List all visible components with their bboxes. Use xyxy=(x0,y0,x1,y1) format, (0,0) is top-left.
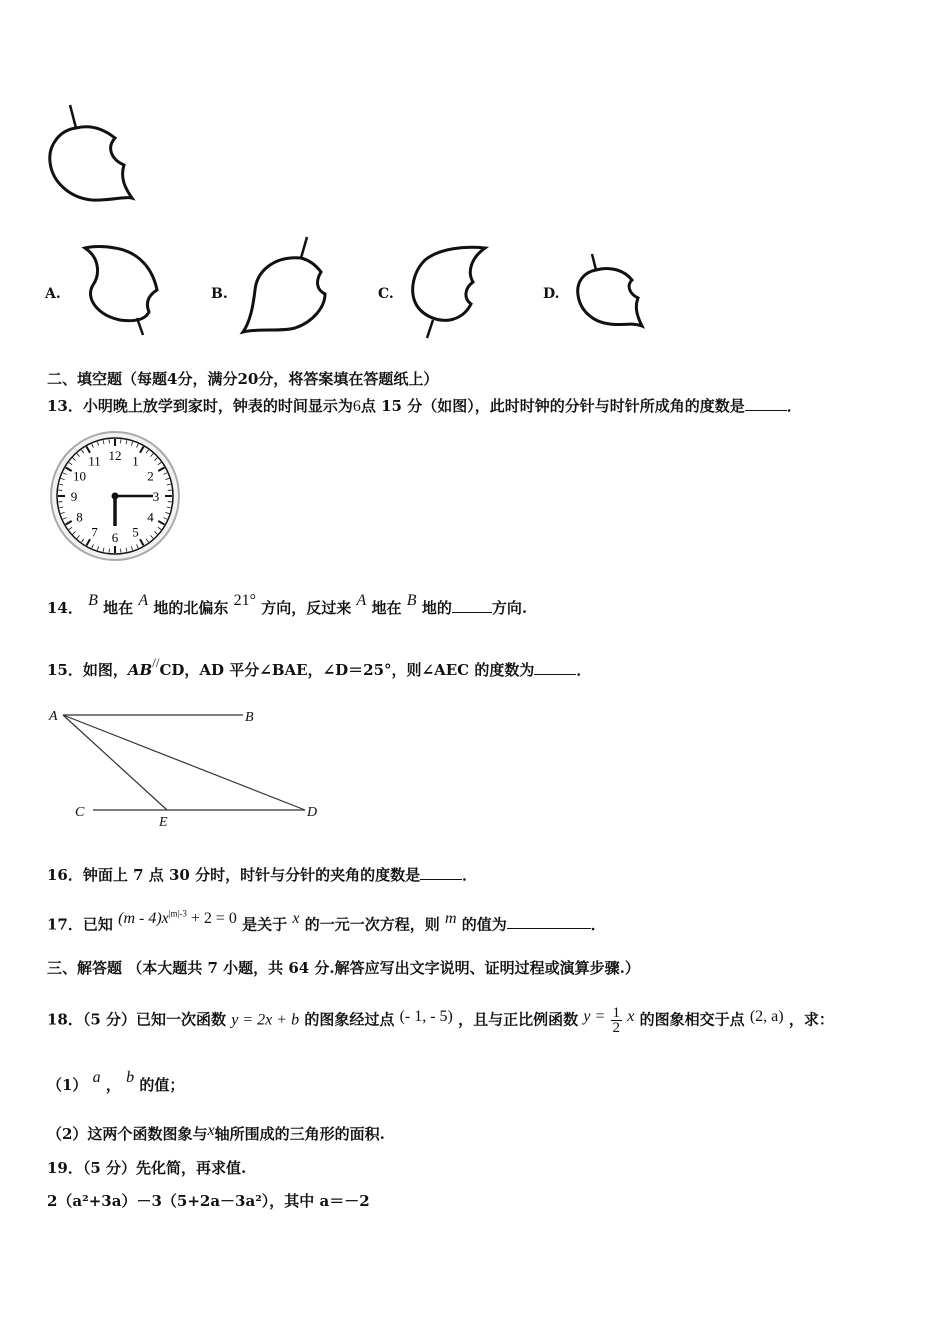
fraction-one-half: $\frac{1}{2}$ xyxy=(612,1005,620,1036)
answer-blank-13[interactable] xyxy=(745,396,787,411)
question-18-part-2: （2）这两个函数图象与x轴所围成的三角形的面积. xyxy=(47,1122,385,1143)
answer-blank-16[interactable] xyxy=(420,865,462,880)
clock-numeral: 3 xyxy=(152,489,160,504)
question-17: 17．已知 $(m - 4)x^{|m|-3} + 2 = 0$ 是关于 x 的一元一次方程，则 m 的值为 ． xyxy=(47,909,606,934)
leaf-figure-original xyxy=(40,100,150,210)
question-18-part-1: （1） a ， b 的值； xyxy=(47,1069,185,1094)
question-19: 19．（5 分）先化简，再求值. xyxy=(47,1159,247,1177)
line-ae xyxy=(63,715,167,810)
section-2-heading: 二、填空题（每题4分，满分20分，将答案填在答题纸上） xyxy=(47,370,439,388)
question-16: 16．钟面上 7 点 30 分时，时针与分针的夹角的度数是 ． xyxy=(47,866,478,884)
clock-figure xyxy=(47,430,183,566)
leaf-option-b xyxy=(235,232,335,342)
clock-numeral: 6 xyxy=(111,530,119,545)
option-a-label: A. xyxy=(45,286,61,302)
leaf-option-d xyxy=(570,250,655,345)
section-3-heading: 三、解答题 （本大题共 7 小题，共 64 分.解答应写出文字说明、证明过程或演算步骤.） xyxy=(47,959,640,977)
option-b-label: B. xyxy=(211,286,228,302)
label-c: C xyxy=(75,805,85,820)
clock-numeral: 5 xyxy=(132,524,139,540)
parallel-lines-figure xyxy=(45,700,335,830)
answer-blank-14[interactable] xyxy=(452,598,492,613)
clock-numeral: 2 xyxy=(147,468,154,484)
label-b: B xyxy=(245,710,254,725)
label-d: D xyxy=(307,805,318,820)
line-ad xyxy=(63,715,305,810)
option-c-label: C. xyxy=(378,286,394,302)
clock-numeral: 10 xyxy=(72,468,86,484)
question-13: 13．小明晚上放学到家时，钟表的时间显示为6点 15 分（如图），此时时钟的分针与时针所成角的度数是 ． xyxy=(47,397,802,415)
clock-numeral: 11 xyxy=(88,453,101,469)
option-d-label: D. xyxy=(543,286,560,302)
answer-blank-17[interactable] xyxy=(507,914,591,929)
clock-numeral: 7 xyxy=(91,524,98,540)
question-19-expression: 2（a²+3a）－3（5+2a－3a²），其中 a＝－2 xyxy=(47,1192,370,1210)
label-e: E xyxy=(159,815,168,830)
label-a: A xyxy=(49,709,58,724)
clock-numeral: 1 xyxy=(132,453,139,469)
clock-numeral: 8 xyxy=(76,509,83,525)
question-14: 14． B 地在 A 地的北偏东 21° 方向，反过来 A 地在 B 地的 方向. xyxy=(47,592,528,617)
clock-numeral: 9 xyxy=(70,489,78,504)
question-18: 18．（5 分）已知一次函数 y = 2x + b 的图象经过点 (- 1, - 5) ，且与正比例函数 y = $\frac{1}{2}$ x 的图象相交于点 (2, a) ，求： xyxy=(47,1005,834,1036)
question-15: 15．如图，AB//CD，AD 平分∠BAE，∠D＝25°，则∠AEC 的度数为 ． xyxy=(47,655,592,679)
leaf-option-a xyxy=(75,240,165,340)
clock-numeral: 4 xyxy=(147,509,154,525)
leaf-option-c xyxy=(405,240,495,345)
clock-numeral: 12 xyxy=(108,448,122,463)
answer-blank-15[interactable] xyxy=(534,660,576,675)
